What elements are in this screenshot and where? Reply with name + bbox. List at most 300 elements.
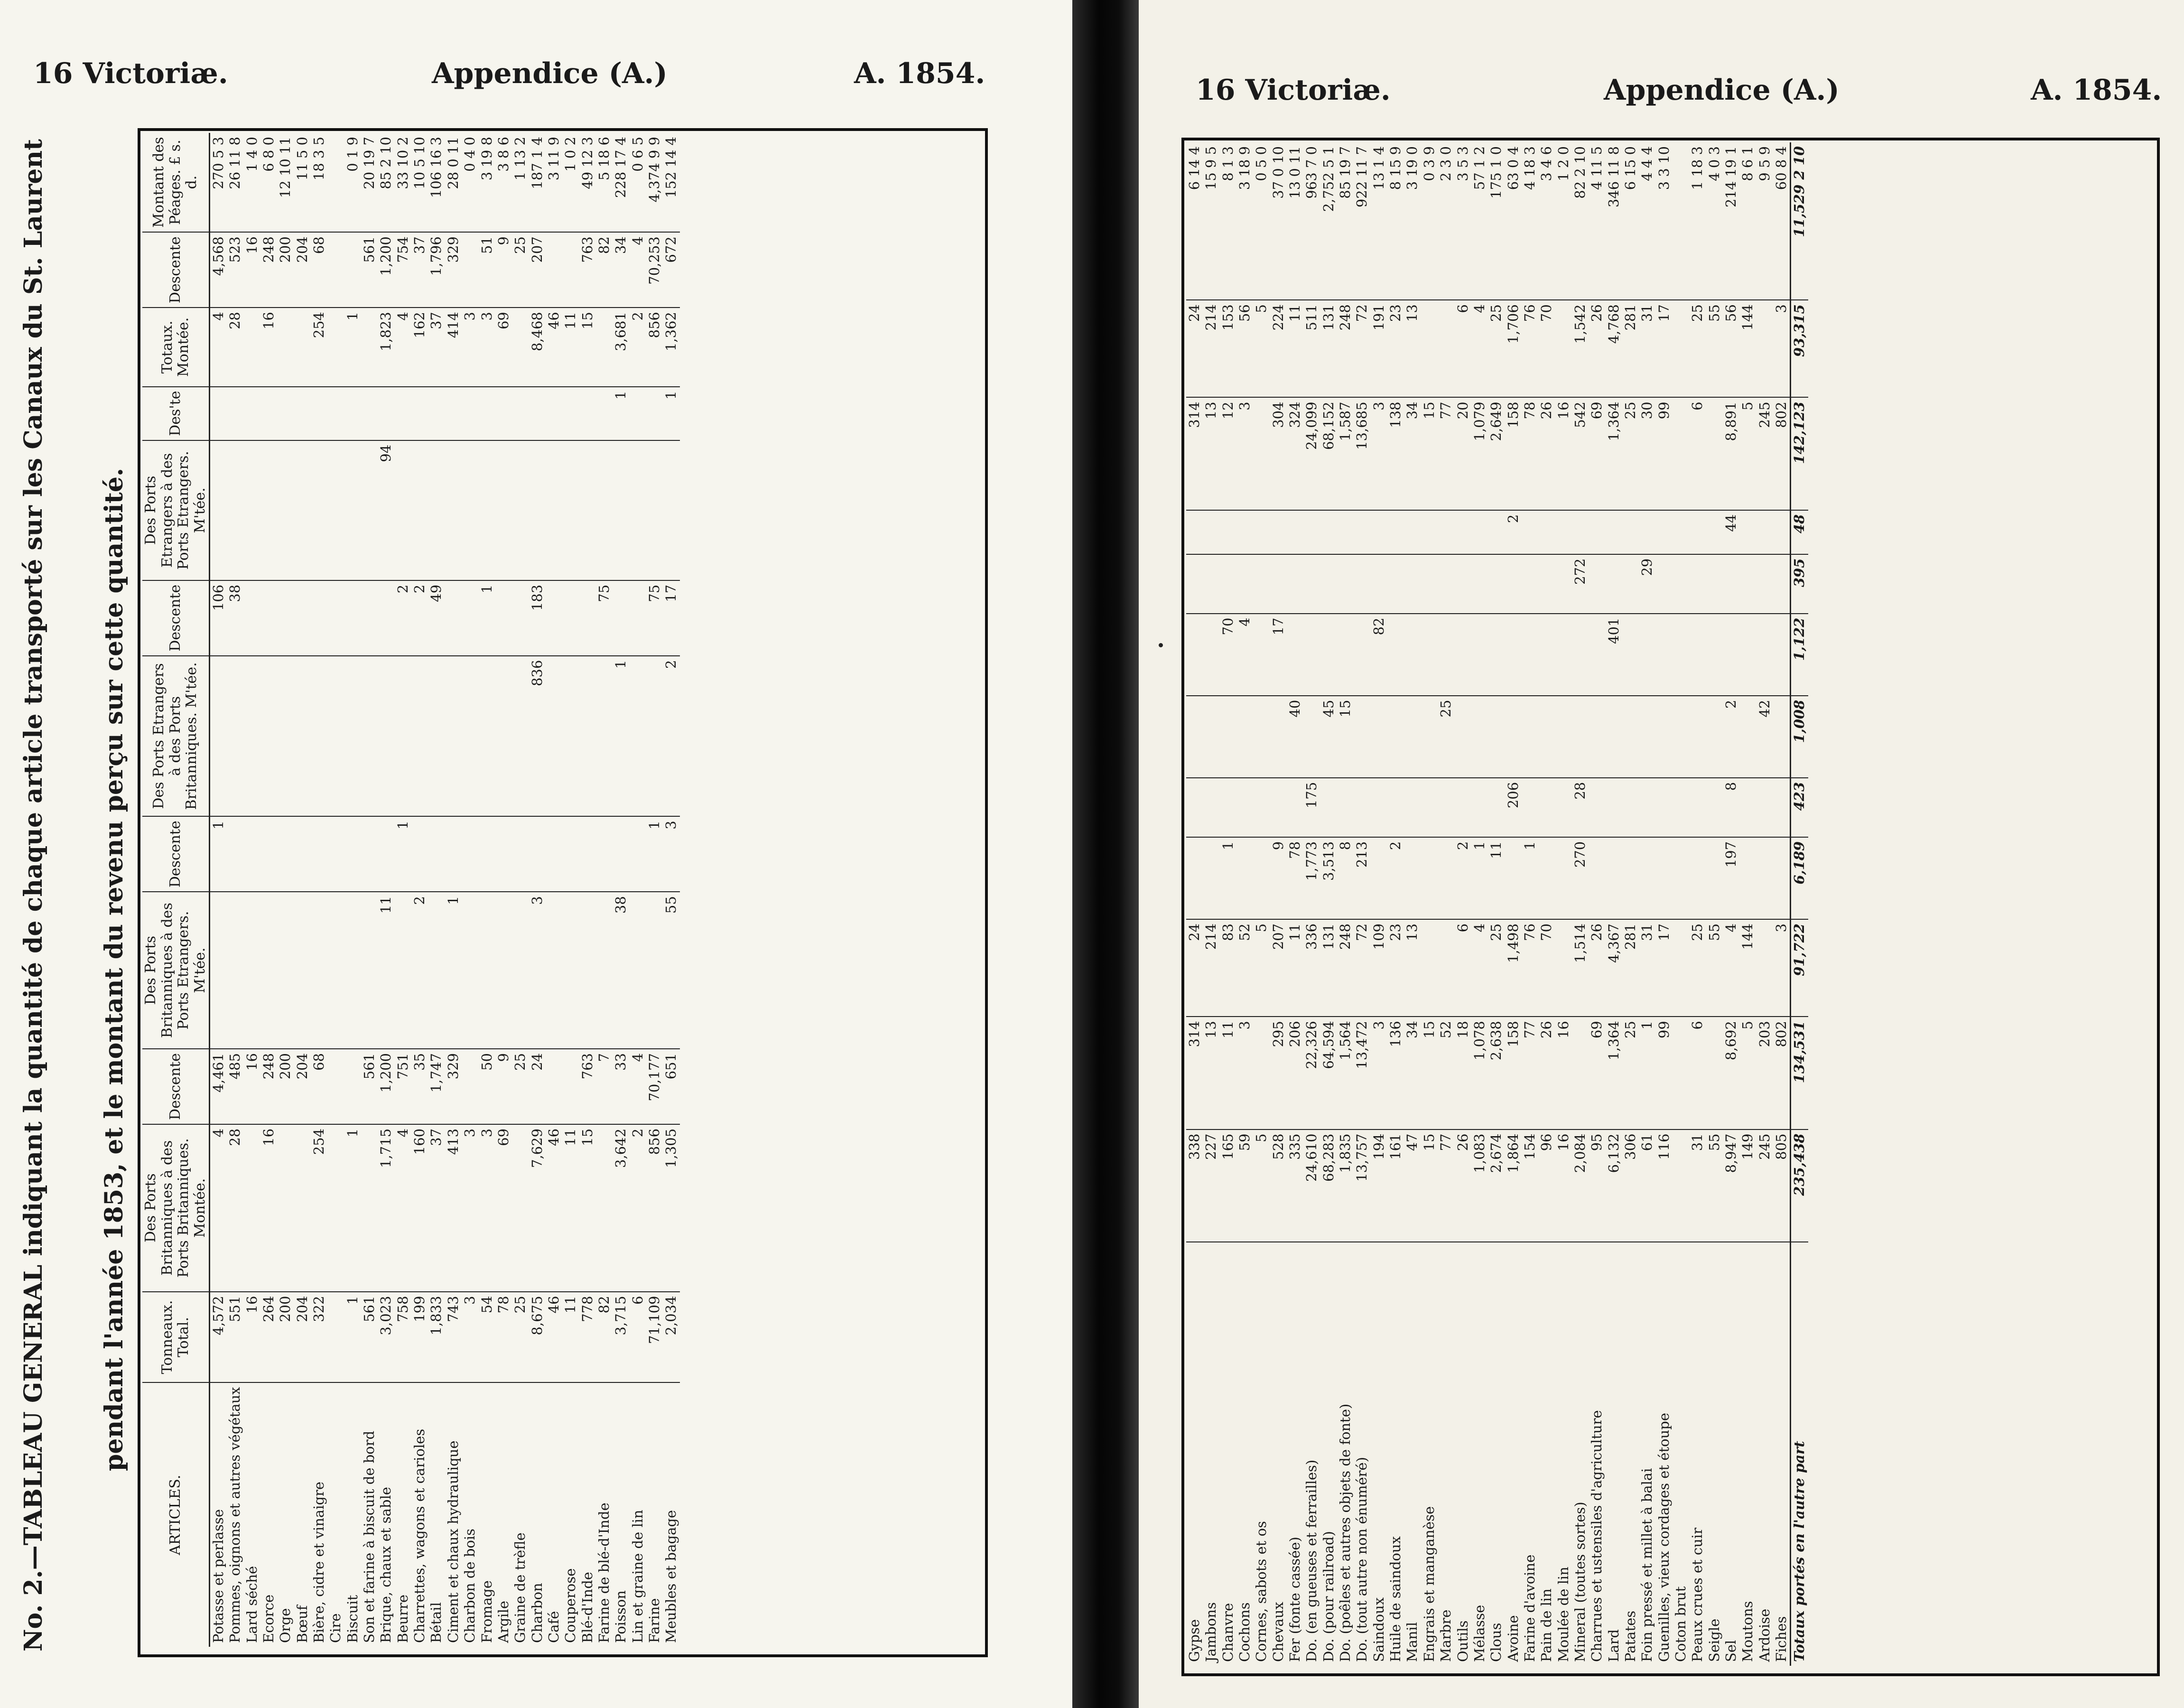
value-cell: 2,649 bbox=[1488, 397, 1505, 510]
value-cell: 8 6 1 bbox=[1739, 142, 1756, 300]
value-cell: 18 bbox=[1455, 1017, 1471, 1129]
article-cell: Mélasse bbox=[1471, 1605, 1487, 1662]
value-cell bbox=[1387, 554, 1404, 614]
article-cell: Cire bbox=[327, 1613, 344, 1643]
value-cell: 91,722 bbox=[1791, 919, 1808, 1017]
value-cell: 6 bbox=[630, 1292, 646, 1383]
table-row bbox=[1589, 142, 1605, 1666]
value-cell: 802 bbox=[1773, 1017, 1791, 1129]
value-cell bbox=[1287, 614, 1303, 696]
article-cell: Pain de lin bbox=[1538, 1588, 1555, 1662]
value-cell: 131 bbox=[1320, 300, 1337, 397]
value-cell bbox=[512, 892, 529, 1049]
article-cell: Ardoise bbox=[1756, 1608, 1773, 1662]
article-cell: Moulée de lin bbox=[1555, 1567, 1571, 1662]
value-cell bbox=[1555, 554, 1572, 614]
value-cell bbox=[1706, 397, 1723, 510]
article-cell: Farine de blé-d'Inde bbox=[595, 1503, 612, 1643]
value-cell: 5 bbox=[1739, 1017, 1756, 1129]
value-cell bbox=[1723, 554, 1739, 614]
value-cell bbox=[1673, 554, 1689, 614]
value-cell: 70,177 bbox=[646, 1049, 663, 1124]
table-row bbox=[1773, 142, 1791, 1666]
value-cell: 11 bbox=[1220, 1017, 1236, 1129]
value-cell: 72 bbox=[1354, 919, 1370, 1017]
value-cell bbox=[1689, 510, 1706, 554]
value-cell: 4 0 3 bbox=[1706, 142, 1723, 300]
value-cell bbox=[344, 440, 361, 580]
table-row bbox=[1455, 142, 1471, 1666]
value-cell bbox=[1555, 510, 1572, 554]
value-cell: 55 bbox=[663, 892, 679, 1049]
value-cell: 48 bbox=[1791, 510, 1808, 554]
value-cell bbox=[646, 440, 663, 580]
value-cell: 5 bbox=[1253, 300, 1270, 397]
value-cell: 314 bbox=[1186, 397, 1203, 510]
value-cell bbox=[1773, 614, 1791, 696]
article-cell: Clous bbox=[1488, 1623, 1505, 1662]
value-cell: 46 bbox=[546, 1124, 562, 1292]
value-cell bbox=[1236, 837, 1253, 919]
value-cell: 50 bbox=[479, 1049, 495, 1124]
value-cell bbox=[244, 387, 260, 440]
value-cell bbox=[546, 1049, 562, 1124]
value-cell bbox=[596, 308, 613, 386]
value-cell bbox=[1371, 554, 1387, 614]
value-cell: 2,638 bbox=[1488, 1017, 1505, 1129]
value-cell: 38 bbox=[227, 580, 243, 656]
value-cell: 8,468 bbox=[529, 308, 546, 386]
value-cell bbox=[1555, 837, 1572, 919]
value-cell: 0 3 9 bbox=[1421, 142, 1438, 300]
value-cell: 75 bbox=[596, 580, 613, 656]
value-cell: 6 bbox=[1455, 919, 1471, 1017]
value-cell bbox=[512, 656, 529, 817]
table-row bbox=[361, 133, 378, 1647]
value-cell bbox=[479, 387, 495, 440]
value-cell bbox=[512, 308, 529, 386]
value-cell: 1,200 bbox=[378, 232, 394, 308]
value-cell bbox=[1739, 554, 1756, 614]
value-cell: 2 3 0 bbox=[1438, 142, 1454, 300]
value-cell bbox=[1438, 554, 1454, 614]
value-cell bbox=[1522, 554, 1538, 614]
value-cell: 49 12 3 bbox=[579, 133, 596, 232]
value-cell: 25 bbox=[1622, 1017, 1639, 1129]
value-cell: 78 bbox=[1522, 397, 1538, 510]
value-cell bbox=[479, 892, 495, 1049]
table-row bbox=[613, 133, 629, 1647]
value-cell bbox=[1673, 1129, 1689, 1242]
article-cell: Couperose bbox=[562, 1568, 579, 1643]
value-cell: 2 bbox=[1387, 837, 1404, 919]
value-cell: 25 bbox=[512, 232, 529, 308]
article-cell: Avoine bbox=[1505, 1615, 1521, 1662]
value-cell bbox=[1656, 614, 1673, 696]
value-cell: 203 bbox=[1756, 1017, 1773, 1129]
value-cell bbox=[1756, 554, 1773, 614]
value-cell: 28 bbox=[227, 1124, 243, 1292]
value-cell: 13 bbox=[1203, 1017, 1219, 1129]
value-cell bbox=[562, 232, 579, 308]
value-cell: 214 19 1 bbox=[1723, 142, 1739, 300]
value-cell bbox=[1270, 778, 1287, 837]
value-cell bbox=[1656, 554, 1673, 614]
value-cell bbox=[529, 816, 546, 892]
value-cell: 3 bbox=[1371, 397, 1387, 510]
value-cell: 26 bbox=[1538, 397, 1555, 510]
value-cell: 1,864 bbox=[1505, 1129, 1522, 1242]
value-cell: 72 bbox=[1354, 300, 1370, 397]
value-cell: 672 bbox=[663, 232, 679, 308]
value-cell bbox=[462, 892, 478, 1049]
value-cell: 152 14 4 bbox=[663, 133, 679, 232]
value-cell: 25 bbox=[1689, 919, 1706, 1017]
right-table-viewport bbox=[1186, 142, 2149, 1666]
value-cell bbox=[495, 816, 512, 892]
value-cell bbox=[495, 892, 512, 1049]
article-cell: Charrettes, wagons et carioles bbox=[411, 1428, 428, 1643]
value-cell: 204 bbox=[294, 1049, 311, 1124]
table-row bbox=[579, 133, 596, 1647]
value-cell: 16 bbox=[244, 232, 260, 308]
value-cell: 6,189 bbox=[1791, 837, 1808, 919]
value-cell bbox=[1706, 1017, 1723, 1129]
value-cell: 3 bbox=[663, 816, 679, 892]
ink-speck bbox=[1159, 643, 1163, 647]
value-cell: 295 bbox=[1270, 1017, 1287, 1129]
value-cell: 4 bbox=[395, 1124, 411, 1292]
value-cell: 23 bbox=[1387, 300, 1404, 397]
value-cell bbox=[562, 580, 579, 656]
value-cell: 22,326 bbox=[1303, 1017, 1320, 1129]
value-cell bbox=[1522, 696, 1538, 778]
value-cell bbox=[1421, 300, 1438, 397]
value-cell: 1 bbox=[395, 816, 411, 892]
value-cell: 77 bbox=[1438, 1129, 1454, 1242]
value-cell: 30 bbox=[1639, 397, 1655, 510]
article-cell: Lin et graine de lin bbox=[629, 1510, 646, 1643]
article-cell: Fer (fonte cassée) bbox=[1287, 1537, 1303, 1662]
value-cell: 228 17 4 bbox=[613, 133, 629, 232]
value-cell bbox=[1639, 614, 1655, 696]
value-cell: 29 bbox=[1639, 554, 1655, 614]
value-cell: 3 bbox=[1371, 1017, 1387, 1129]
value-cell bbox=[378, 580, 394, 656]
article-cell: Cochons bbox=[1236, 1602, 1253, 1662]
table-body bbox=[210, 133, 680, 1647]
value-cell bbox=[411, 387, 428, 440]
table-row bbox=[462, 133, 478, 1647]
table-row bbox=[1387, 142, 1404, 1666]
value-cell: 76 bbox=[1522, 300, 1538, 397]
value-cell bbox=[344, 656, 361, 817]
value-cell: 16 bbox=[244, 1049, 260, 1124]
value-cell bbox=[1706, 510, 1723, 554]
value-cell bbox=[311, 440, 327, 580]
value-cell: 248 bbox=[1337, 919, 1354, 1017]
value-cell bbox=[327, 580, 344, 656]
value-cell: 13 0 11 bbox=[1287, 142, 1303, 300]
value-cell: 3 bbox=[1773, 919, 1791, 1017]
value-cell bbox=[277, 580, 294, 656]
article-cell: Bière, cidre et vinaigre bbox=[311, 1481, 327, 1643]
value-cell: 4,374 9 9 bbox=[646, 133, 663, 232]
value-cell bbox=[1387, 614, 1404, 696]
value-cell: 37 bbox=[428, 1124, 445, 1292]
value-cell: 1 18 3 bbox=[1689, 142, 1706, 300]
column-header: Des Ports Britanniques à des Ports Britanniques. Montée. bbox=[142, 1124, 210, 1292]
value-cell: 69 bbox=[1589, 397, 1605, 510]
value-cell: 1,008 bbox=[1791, 696, 1808, 778]
value-cell bbox=[512, 816, 529, 892]
value-cell: 142,123 bbox=[1791, 397, 1808, 510]
value-cell bbox=[210, 387, 227, 440]
article-cell: Potasse et perlasse bbox=[210, 1509, 226, 1643]
value-cell bbox=[294, 440, 311, 580]
value-cell: 37 bbox=[411, 232, 428, 308]
value-cell: 24,610 bbox=[1303, 1129, 1320, 1242]
value-cell bbox=[1471, 614, 1488, 696]
value-cell: 856 bbox=[646, 308, 663, 386]
value-cell bbox=[1404, 837, 1421, 919]
value-cell bbox=[1773, 510, 1791, 554]
value-cell: 8,692 bbox=[1723, 1017, 1739, 1129]
value-cell: 1,542 bbox=[1572, 300, 1589, 397]
value-cell bbox=[344, 232, 361, 308]
value-cell bbox=[327, 1292, 344, 1383]
value-cell: 207 bbox=[529, 232, 546, 308]
value-cell bbox=[512, 387, 529, 440]
value-cell bbox=[495, 440, 512, 580]
value-cell bbox=[1689, 696, 1706, 778]
table-row bbox=[1337, 142, 1354, 1666]
value-cell: 4,461 bbox=[210, 1049, 227, 1124]
value-cell: 511 bbox=[1303, 300, 1320, 397]
column-header: Tonneaux. Total. bbox=[142, 1292, 210, 1383]
value-cell bbox=[361, 656, 378, 817]
value-cell bbox=[1303, 554, 1320, 614]
table-row bbox=[210, 133, 227, 1647]
value-cell: 82 bbox=[596, 1292, 613, 1383]
value-cell: 423 bbox=[1791, 778, 1808, 837]
value-cell: 3 8 6 bbox=[495, 133, 512, 232]
value-cell: 13 1 4 bbox=[1371, 142, 1387, 300]
value-cell: 1,200 bbox=[378, 1049, 394, 1124]
value-cell bbox=[1555, 919, 1572, 1017]
value-cell: 75 bbox=[646, 580, 663, 656]
value-cell bbox=[546, 580, 562, 656]
article-cell: Bétail bbox=[428, 1602, 445, 1643]
value-cell: 46 bbox=[546, 308, 562, 386]
value-cell bbox=[378, 387, 394, 440]
value-cell: 3 bbox=[479, 1124, 495, 1292]
value-cell: 76 bbox=[1522, 919, 1538, 1017]
value-cell bbox=[1488, 696, 1505, 778]
value-cell bbox=[646, 387, 663, 440]
table-row bbox=[495, 133, 512, 1647]
value-cell: 70 bbox=[1538, 919, 1555, 1017]
value-cell bbox=[395, 656, 411, 817]
value-cell: 207 bbox=[1270, 919, 1287, 1017]
value-cell: 5 bbox=[1253, 1129, 1270, 1242]
value-cell bbox=[1387, 778, 1404, 837]
value-cell bbox=[1538, 614, 1555, 696]
value-cell: 281 bbox=[1622, 919, 1639, 1017]
article-cell: Argile bbox=[495, 1600, 511, 1643]
article-cell: Beurre bbox=[394, 1594, 411, 1643]
value-cell: 1 2 0 bbox=[1555, 142, 1572, 300]
value-cell bbox=[1673, 397, 1689, 510]
value-cell: 162 bbox=[411, 308, 428, 386]
value-cell: 68,283 bbox=[1320, 1129, 1337, 1242]
value-cell bbox=[294, 387, 311, 440]
value-cell bbox=[327, 892, 344, 1049]
value-cell bbox=[462, 656, 478, 817]
value-cell: 4,568 bbox=[210, 232, 227, 308]
value-cell bbox=[1404, 554, 1421, 614]
value-cell bbox=[596, 387, 613, 440]
value-cell bbox=[294, 656, 311, 817]
value-cell bbox=[277, 387, 294, 440]
table-row bbox=[1253, 142, 1270, 1666]
table-row bbox=[1320, 142, 1337, 1666]
value-cell: 3 19 8 bbox=[479, 133, 495, 232]
value-cell: 1,305 bbox=[663, 1124, 679, 1292]
value-cell: 204 bbox=[294, 1292, 311, 1383]
value-cell: 37 bbox=[428, 308, 445, 386]
value-cell: 11 bbox=[1287, 919, 1303, 1017]
value-cell bbox=[1488, 778, 1505, 837]
value-cell bbox=[646, 656, 663, 817]
value-cell: 24 bbox=[1186, 300, 1203, 397]
value-cell bbox=[1236, 778, 1253, 837]
article-cell: Patates bbox=[1622, 1610, 1638, 1662]
value-cell bbox=[1371, 837, 1387, 919]
value-cell bbox=[244, 308, 260, 386]
value-cell: 16 bbox=[1555, 1017, 1572, 1129]
value-cell bbox=[1270, 510, 1287, 554]
value-cell: 99 bbox=[1656, 397, 1673, 510]
value-cell bbox=[260, 387, 277, 440]
value-cell bbox=[1455, 554, 1471, 614]
value-cell bbox=[479, 440, 495, 580]
value-cell: 78 bbox=[495, 1292, 512, 1383]
value-cell bbox=[1186, 614, 1203, 696]
value-cell bbox=[579, 387, 596, 440]
article-cell: Bœuf bbox=[294, 1605, 310, 1643]
value-cell: 34 bbox=[1404, 397, 1421, 510]
value-cell bbox=[1421, 554, 1438, 614]
value-cell bbox=[277, 440, 294, 580]
article-cell: Huile de saindoux bbox=[1387, 1536, 1404, 1662]
value-cell bbox=[1203, 510, 1219, 554]
table-row bbox=[445, 133, 462, 1647]
value-cell: 93,315 bbox=[1791, 300, 1808, 397]
value-cell bbox=[411, 440, 428, 580]
value-cell bbox=[529, 440, 546, 580]
value-cell bbox=[361, 892, 378, 1049]
value-cell: 1 bbox=[663, 387, 679, 440]
article-cell: Charrues et ustensiles d'agriculture bbox=[1589, 1410, 1605, 1662]
value-cell: 485 bbox=[227, 1049, 243, 1124]
value-cell bbox=[1689, 614, 1706, 696]
value-cell bbox=[512, 580, 529, 656]
value-cell bbox=[327, 656, 344, 817]
value-cell: 15 bbox=[1421, 397, 1438, 510]
value-cell: 31 bbox=[1639, 919, 1655, 1017]
article-cell: Outils bbox=[1454, 1620, 1471, 1662]
table-row bbox=[1756, 142, 1773, 1666]
value-cell bbox=[260, 816, 277, 892]
value-cell: 2 bbox=[663, 656, 679, 817]
value-cell bbox=[1404, 696, 1421, 778]
value-cell bbox=[1220, 696, 1236, 778]
value-cell: 56 bbox=[1723, 300, 1739, 397]
value-cell: 68 bbox=[311, 1049, 327, 1124]
value-cell: 528 bbox=[1270, 1129, 1287, 1242]
value-cell bbox=[630, 387, 646, 440]
value-cell bbox=[1606, 837, 1622, 919]
value-cell bbox=[1488, 554, 1505, 614]
table-row bbox=[294, 133, 311, 1647]
value-cell bbox=[1253, 510, 1270, 554]
value-cell: 35 bbox=[411, 1049, 428, 1124]
value-cell bbox=[260, 656, 277, 817]
value-cell: 3 11 9 bbox=[546, 133, 562, 232]
value-cell: 778 bbox=[579, 1292, 596, 1383]
value-cell: 7,629 bbox=[529, 1124, 546, 1292]
value-cell bbox=[1471, 696, 1488, 778]
value-cell: 13 bbox=[1404, 919, 1421, 1017]
value-cell: 106 16 3 bbox=[428, 133, 445, 232]
value-cell bbox=[1354, 696, 1370, 778]
value-cell: 2 bbox=[411, 892, 428, 1049]
value-cell: 743 bbox=[445, 1292, 462, 1383]
value-cell: 28 bbox=[227, 308, 243, 386]
value-cell bbox=[613, 440, 629, 580]
value-cell bbox=[1371, 696, 1387, 778]
article-cell: Meubles et bagage bbox=[663, 1510, 679, 1643]
value-cell bbox=[1555, 696, 1572, 778]
value-cell: 154 bbox=[1522, 1129, 1538, 1242]
value-cell bbox=[1555, 778, 1572, 837]
table-title-line1: No. 2.—TABLEAU GENERAL indiquant la quantité de chaque article transporté sur les Canaux du St. Laurent bbox=[19, 139, 48, 1652]
value-cell: 199 bbox=[411, 1292, 428, 1383]
table-row bbox=[344, 133, 361, 1647]
value-cell: 5 bbox=[1253, 919, 1270, 1017]
value-cell: 1 bbox=[646, 816, 663, 892]
value-cell bbox=[1606, 778, 1622, 837]
column-header: Descente bbox=[142, 580, 210, 656]
value-cell: 82 2 10 bbox=[1572, 142, 1589, 300]
value-cell: 16 bbox=[1555, 397, 1572, 510]
value-cell bbox=[1589, 614, 1605, 696]
value-cell bbox=[1253, 696, 1270, 778]
value-cell bbox=[1773, 554, 1791, 614]
value-cell: 191 bbox=[1371, 300, 1387, 397]
table-row bbox=[327, 133, 344, 1647]
table-row bbox=[395, 133, 411, 1647]
value-cell bbox=[1354, 614, 1370, 696]
value-cell: 1 bbox=[1639, 1017, 1655, 1129]
value-cell: 116 bbox=[1656, 1129, 1673, 1242]
article-cell: Do. (tout autre non énuméré) bbox=[1354, 1456, 1370, 1662]
value-cell: 2 bbox=[1505, 510, 1522, 554]
value-cell: 134,531 bbox=[1791, 1017, 1808, 1129]
table-row bbox=[1723, 142, 1739, 1666]
value-cell: 40 bbox=[1287, 696, 1303, 778]
